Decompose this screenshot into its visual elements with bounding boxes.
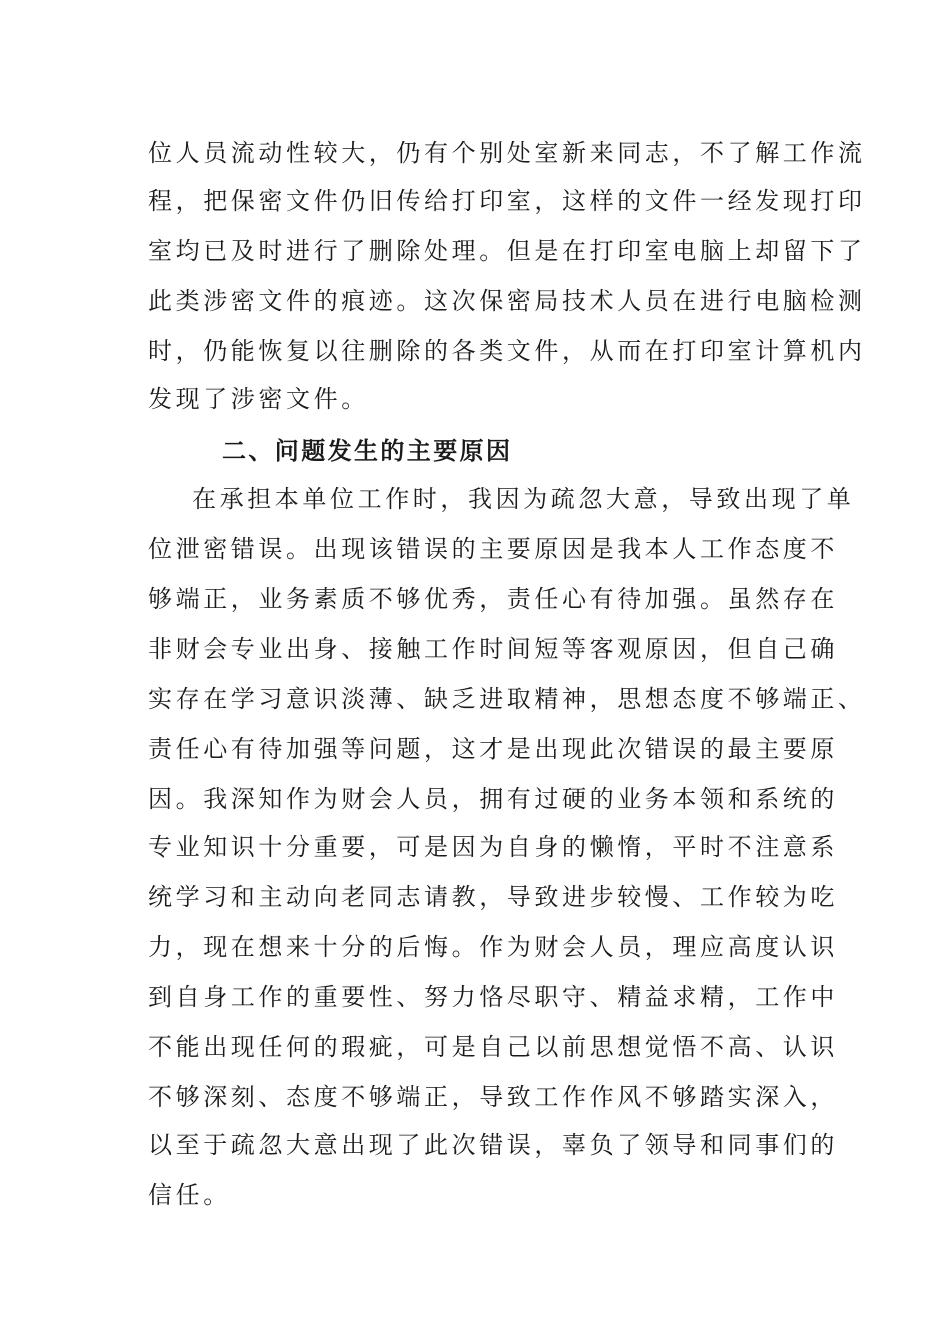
paragraph-line: 信任。 [148,1181,231,1209]
paragraph-line: 发现了涉密文件。 [148,385,369,413]
paragraph-line: 力，现在想来十分的后悔。作为财会人员，理应高度认识 [148,933,838,961]
paragraph-line: 非财会专业出身、接触工作时间短等客观原因，但自己确 [148,635,838,663]
paragraph-line: 此类涉密文件的痕迹。这次保密局技术人员在进行电脑检测 [148,287,866,315]
paragraph-line: 因。我深知作为财会人员，拥有过硬的业务本领和系统的 [148,785,838,813]
paragraph-line: 不能出现任何的瑕疵，可是自己以前思想觉悟不高、认识 [148,1033,838,1061]
paragraph-line: 责任心有待加强等问题，这才是出现此次错误的最主要原 [148,735,838,763]
paragraph-line: 统学习和主动向老同志请教，导致进步较慢、工作较为吃 [148,883,838,911]
paragraph-line: 位人员流动性较大，仍有个别处室新来同志，不了解工作流 [148,139,866,167]
paragraph-line: 不够深刻、态度不够端正，导致工作作风不够踏实深入， [148,1083,838,1111]
paragraph-line: 位泄密错误。出现该错误的主要原因是我本人工作态度不 [148,535,838,563]
paragraph-line: 室均已及时进行了删除处理。但是在打印室电脑上却留下了 [148,237,866,265]
paragraph-line: 到自身工作的重要性、努力恪尽职守、精益求精，工作中 [148,983,838,1011]
paragraph-line: 够端正，业务素质不够优秀，责任心有待加强。虽然存在 [148,585,838,613]
section-heading: 二、问题发生的主要原因 [222,436,513,465]
paragraph-line: 实存在学习意识淡薄、缺乏进取精神，思想态度不够端正、 [148,685,866,713]
paragraph-line: 时，仍能恢复以往删除的各类文件，从而在打印室计算机内 [148,337,866,365]
paragraph-line: 以至于疏忽大意出现了此次错误，辜负了领导和同事们的 [148,1131,838,1159]
paragraph-line: 专业知识十分重要，可是因为自身的懒惰，平时不注意系 [148,833,838,861]
paragraph-line: 在承担本单位工作时，我因为疏忽大意，导致出现了单 [192,485,855,513]
paragraph-line: 程，把保密文件仍旧传给打印室，这样的文件一经发现打印 [148,187,866,215]
